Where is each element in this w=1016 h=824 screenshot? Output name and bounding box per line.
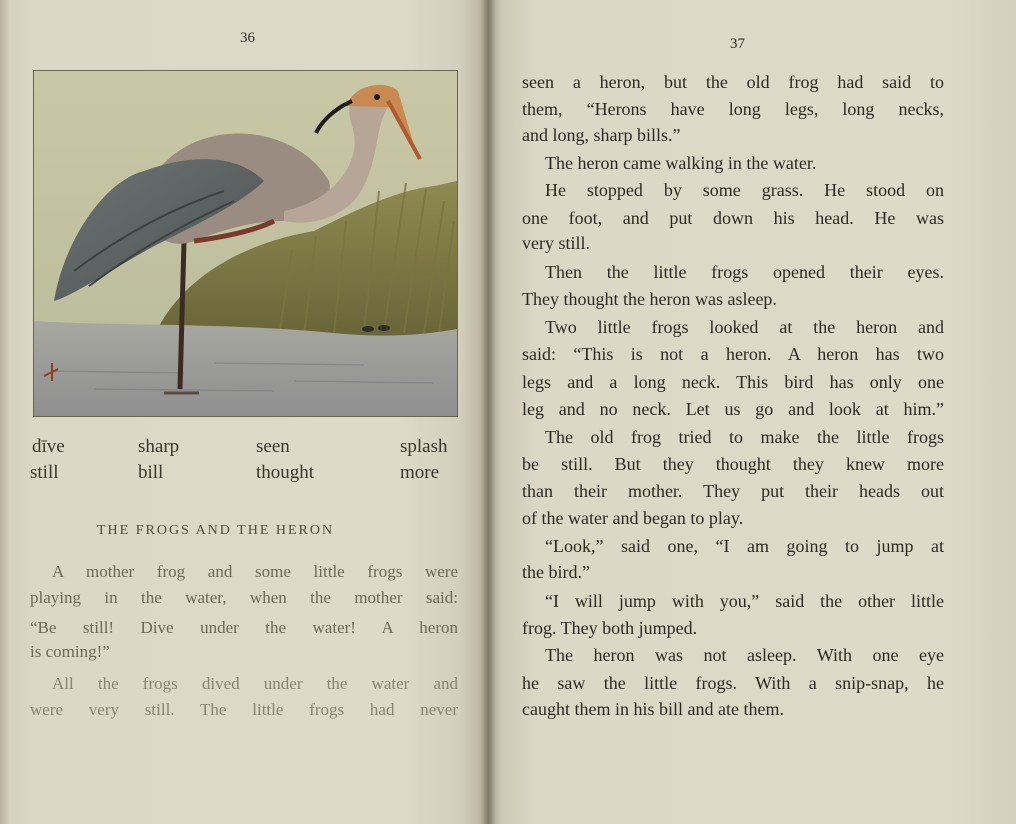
text-line: The heron was not asleep. With one eye bbox=[545, 645, 944, 665]
text-line: Two little frogs looked at the heron and bbox=[545, 317, 944, 337]
text-line: “Look,” said one, “I am going to jump at bbox=[545, 536, 944, 556]
word-sharp: sharp bbox=[138, 436, 180, 457]
text-line: Then the little frogs opened their eyes. bbox=[545, 262, 944, 282]
word-seen: seen bbox=[256, 436, 290, 457]
text-line: one foot, and put down his head. He was bbox=[522, 208, 944, 228]
text-line: said: “This is not a heron. A heron has two bbox=[522, 344, 944, 364]
text-line: legs and a long neck. This bird has only one bbox=[522, 372, 944, 392]
word-dive: dīve bbox=[32, 436, 65, 457]
left-page-number: 36 bbox=[240, 30, 255, 46]
text-line: The old frog tried to make the little frogs bbox=[545, 427, 944, 447]
right-page-number: 37 bbox=[730, 36, 745, 52]
text-line: All the frogs dived under the water and bbox=[52, 674, 458, 693]
word-more: more bbox=[400, 462, 440, 483]
text-line: and long, sharp bills.” bbox=[522, 125, 681, 145]
text-line: leg and no neck. Let us go and look at him.” bbox=[522, 399, 944, 419]
text-line: The heron came walking in the water. bbox=[545, 153, 817, 173]
text-line: seen a heron, but the old frog had said to bbox=[522, 72, 944, 92]
text-line: “Be still! Dive under the water! A heron bbox=[30, 618, 458, 637]
left-page bbox=[0, 0, 488, 824]
text-line: of the water and began to play. bbox=[522, 508, 744, 528]
word-splash: splash bbox=[400, 436, 448, 457]
text-line: he saw the little frogs. With a snip-snap, he bbox=[522, 673, 944, 693]
word-still: still bbox=[30, 462, 59, 483]
text-line: They thought the heron was asleep. bbox=[522, 289, 777, 309]
text-line: He stopped by some grass. He stood on bbox=[545, 180, 944, 200]
text-line: were very still. The little frogs had never bbox=[30, 700, 458, 719]
word-thought: thought bbox=[256, 462, 315, 483]
story-title: THE FROGS AND THE HERON bbox=[97, 523, 335, 538]
text-line: A mother frog and some little frogs were bbox=[52, 562, 458, 581]
text-line: frog. They both jumped. bbox=[522, 618, 698, 638]
text-line: be still. But they thought they knew more bbox=[522, 454, 944, 474]
text-line: very still. bbox=[522, 233, 590, 253]
text-line: playing in the water, when the mother said: bbox=[30, 588, 458, 607]
word-bill: bill bbox=[138, 462, 164, 483]
book-gutter bbox=[480, 0, 496, 824]
text-line: the bird.” bbox=[522, 562, 590, 582]
text-line: than their mother. They put their heads out bbox=[522, 481, 944, 501]
text-line: caught them in his bill and ate them. bbox=[522, 699, 784, 719]
heron-illustration bbox=[33, 70, 458, 417]
text-line: them, “Herons have long legs, long necks, bbox=[522, 99, 944, 119]
text-line: is coming!” bbox=[30, 642, 110, 661]
text-line: “I will jump with you,” said the other little bbox=[545, 591, 944, 611]
